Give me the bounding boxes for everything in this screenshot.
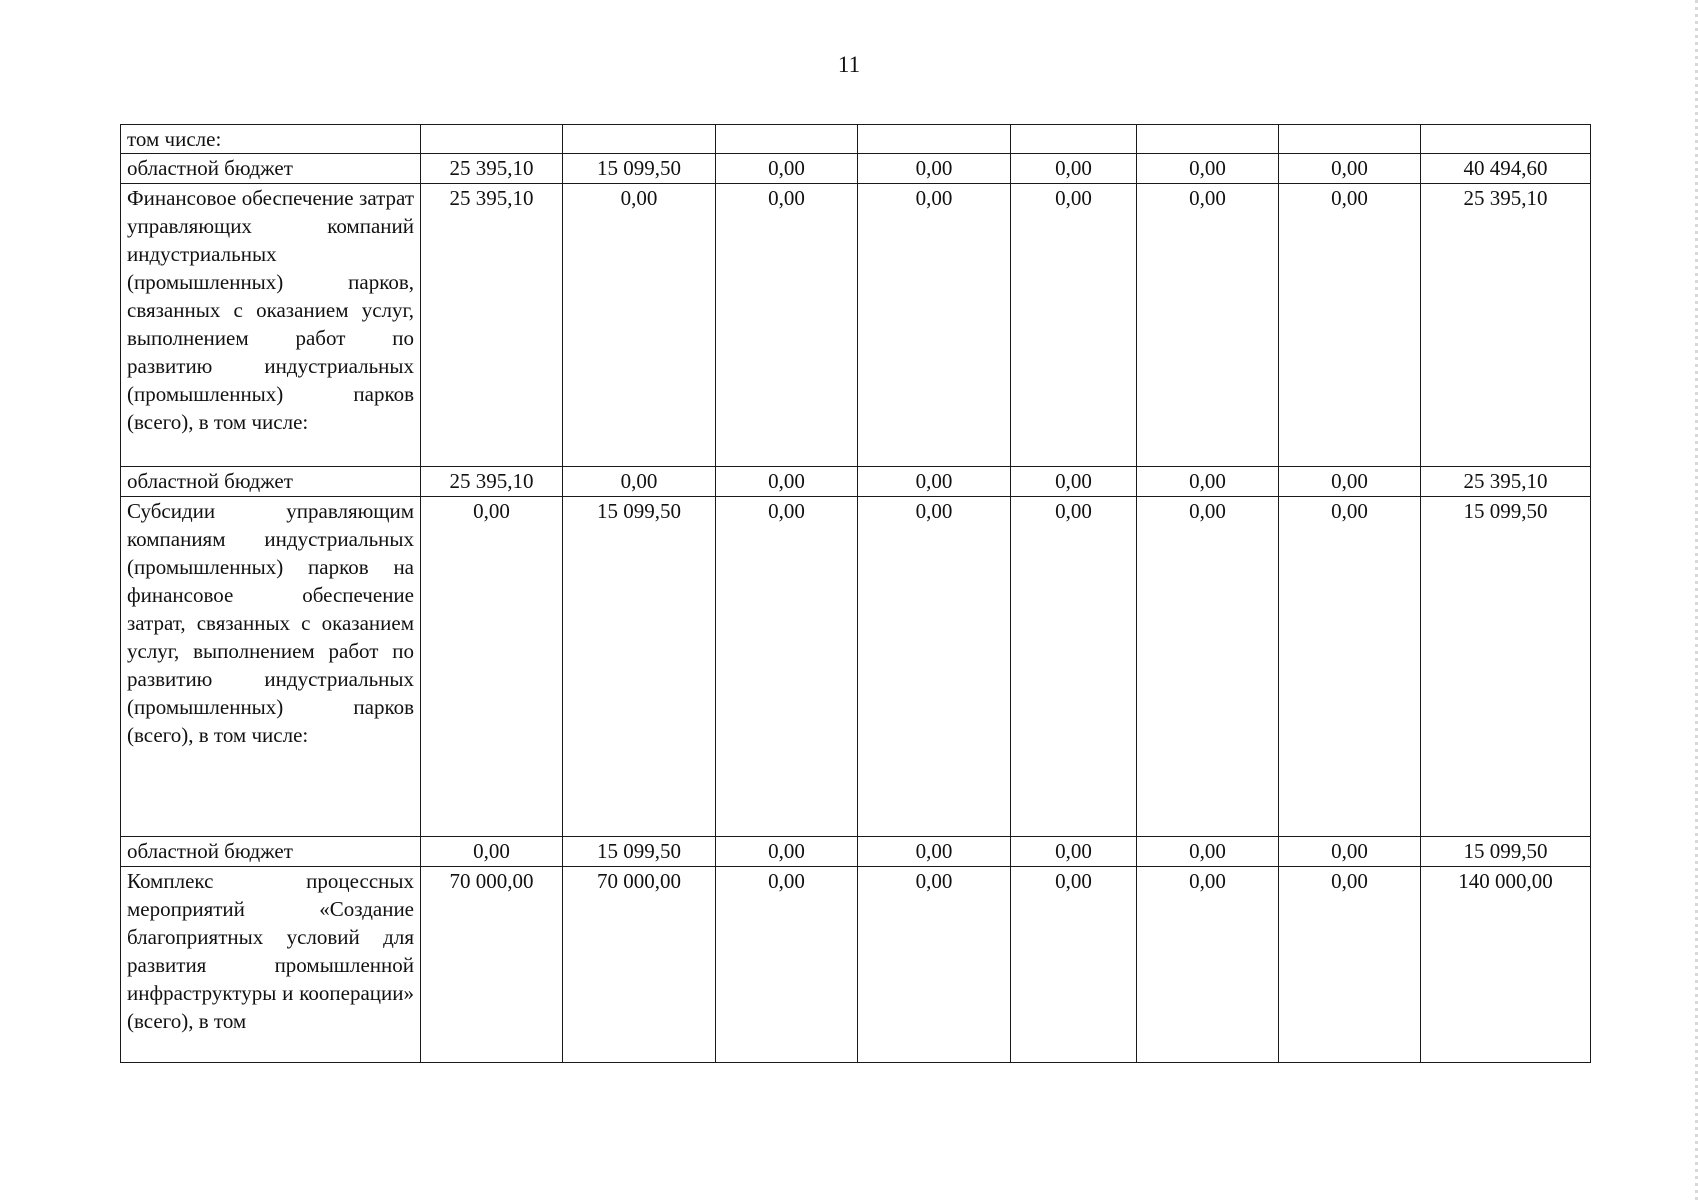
value-cell	[858, 125, 1011, 154]
table-row	[121, 497, 1591, 837]
value-cell: 0,00	[1011, 837, 1137, 867]
value-cell	[1011, 125, 1137, 154]
value-cell: 0,00	[563, 467, 716, 497]
value-cell: 0,00	[1137, 497, 1279, 837]
total-cell: 140 000,00	[1421, 867, 1591, 1063]
table-row	[121, 125, 1591, 154]
value-cell: 0,00	[858, 154, 1011, 184]
table-row	[121, 154, 1591, 184]
value-cell	[1279, 125, 1421, 154]
value-cell: 0,00	[858, 497, 1011, 837]
total-cell: 40 494,60	[1421, 154, 1591, 184]
value-cell: 25 395,10	[421, 467, 563, 497]
value-cell: 0,00	[858, 867, 1011, 1063]
value-cell: 70 000,00	[563, 867, 716, 1063]
value-cell: 0,00	[1279, 154, 1421, 184]
value-cell: 0,00	[1279, 837, 1421, 867]
total-cell: 15 099,50	[1421, 497, 1591, 837]
value-cell: 0,00	[1279, 867, 1421, 1063]
value-cell: 0,00	[1279, 184, 1421, 467]
value-cell: 0,00	[858, 184, 1011, 467]
value-cell: 0,00	[563, 184, 716, 467]
value-cell: 15 099,50	[563, 837, 716, 867]
value-cell: 0,00	[716, 837, 858, 867]
row-label: областной бюджет	[121, 837, 421, 867]
value-cell: 0,00	[716, 467, 858, 497]
value-cell: 0,00	[1011, 867, 1137, 1063]
value-cell	[421, 125, 563, 154]
row-label: Комплекс процессных мероприятий «Создание благоприятных условий для развития промышленной инфраструктуры и кооперации» (всего), в том	[121, 867, 421, 1063]
value-cell: 0,00	[1279, 467, 1421, 497]
value-cell: 0,00	[1137, 837, 1279, 867]
value-cell: 25 395,10	[421, 184, 563, 467]
value-cell: 0,00	[1011, 184, 1137, 467]
value-cell: 15 099,50	[563, 154, 716, 184]
value-cell: 0,00	[1011, 497, 1137, 837]
value-cell: 0,00	[1137, 867, 1279, 1063]
value-cell: 0,00	[421, 837, 563, 867]
table-row	[121, 837, 1591, 867]
total-cell: 15 099,50	[1421, 837, 1591, 867]
budget-table	[120, 124, 1591, 1063]
value-cell: 0,00	[716, 154, 858, 184]
value-cell: 0,00	[1011, 154, 1137, 184]
total-cell: 25 395,10	[1421, 467, 1591, 497]
value-cell: 0,00	[1137, 467, 1279, 497]
value-cell: 25 395,10	[421, 154, 563, 184]
value-cell: 0,00	[1137, 154, 1279, 184]
value-cell: 0,00	[1137, 184, 1279, 467]
total-cell: 25 395,10	[1421, 184, 1591, 467]
value-cell: 0,00	[858, 837, 1011, 867]
table-row	[121, 184, 1591, 467]
value-cell: 0,00	[1279, 497, 1421, 837]
value-cell: 0,00	[858, 467, 1011, 497]
row-label: том числе:	[121, 125, 421, 154]
value-cell: 0,00	[716, 497, 858, 837]
row-label: Субсидии управляющим компаниям индустриальных (промышленных) парков на финансовое обеспечение затрат, связанных с оказанием услуг, выполнением работ по развитию индустриальных (промышленных) парков (всего), в том числе:	[121, 497, 421, 837]
row-label: областной бюджет	[121, 467, 421, 497]
table-row	[121, 867, 1591, 1063]
value-cell: 0,00	[716, 867, 858, 1063]
value-cell: 0,00	[716, 184, 858, 467]
value-cell: 15 099,50	[563, 497, 716, 837]
page-number: 11	[837, 52, 861, 77]
value-cell: 0,00	[421, 497, 563, 837]
table-row	[121, 467, 1591, 497]
value-cell	[563, 125, 716, 154]
value-cell	[716, 125, 858, 154]
row-label: Финансовое обеспечение затрат управляющих компаний индустриальных (промышленных) парков, связанных с оказанием услуг, выполнением работ по развитию индустриальных (промышленных) парков (всего), в том числе:	[121, 184, 421, 467]
value-cell	[1137, 125, 1279, 154]
value-cell: 0,00	[1011, 467, 1137, 497]
value-cell: 70 000,00	[421, 867, 563, 1063]
total-cell	[1421, 125, 1591, 154]
row-label: областной бюджет	[121, 154, 421, 184]
